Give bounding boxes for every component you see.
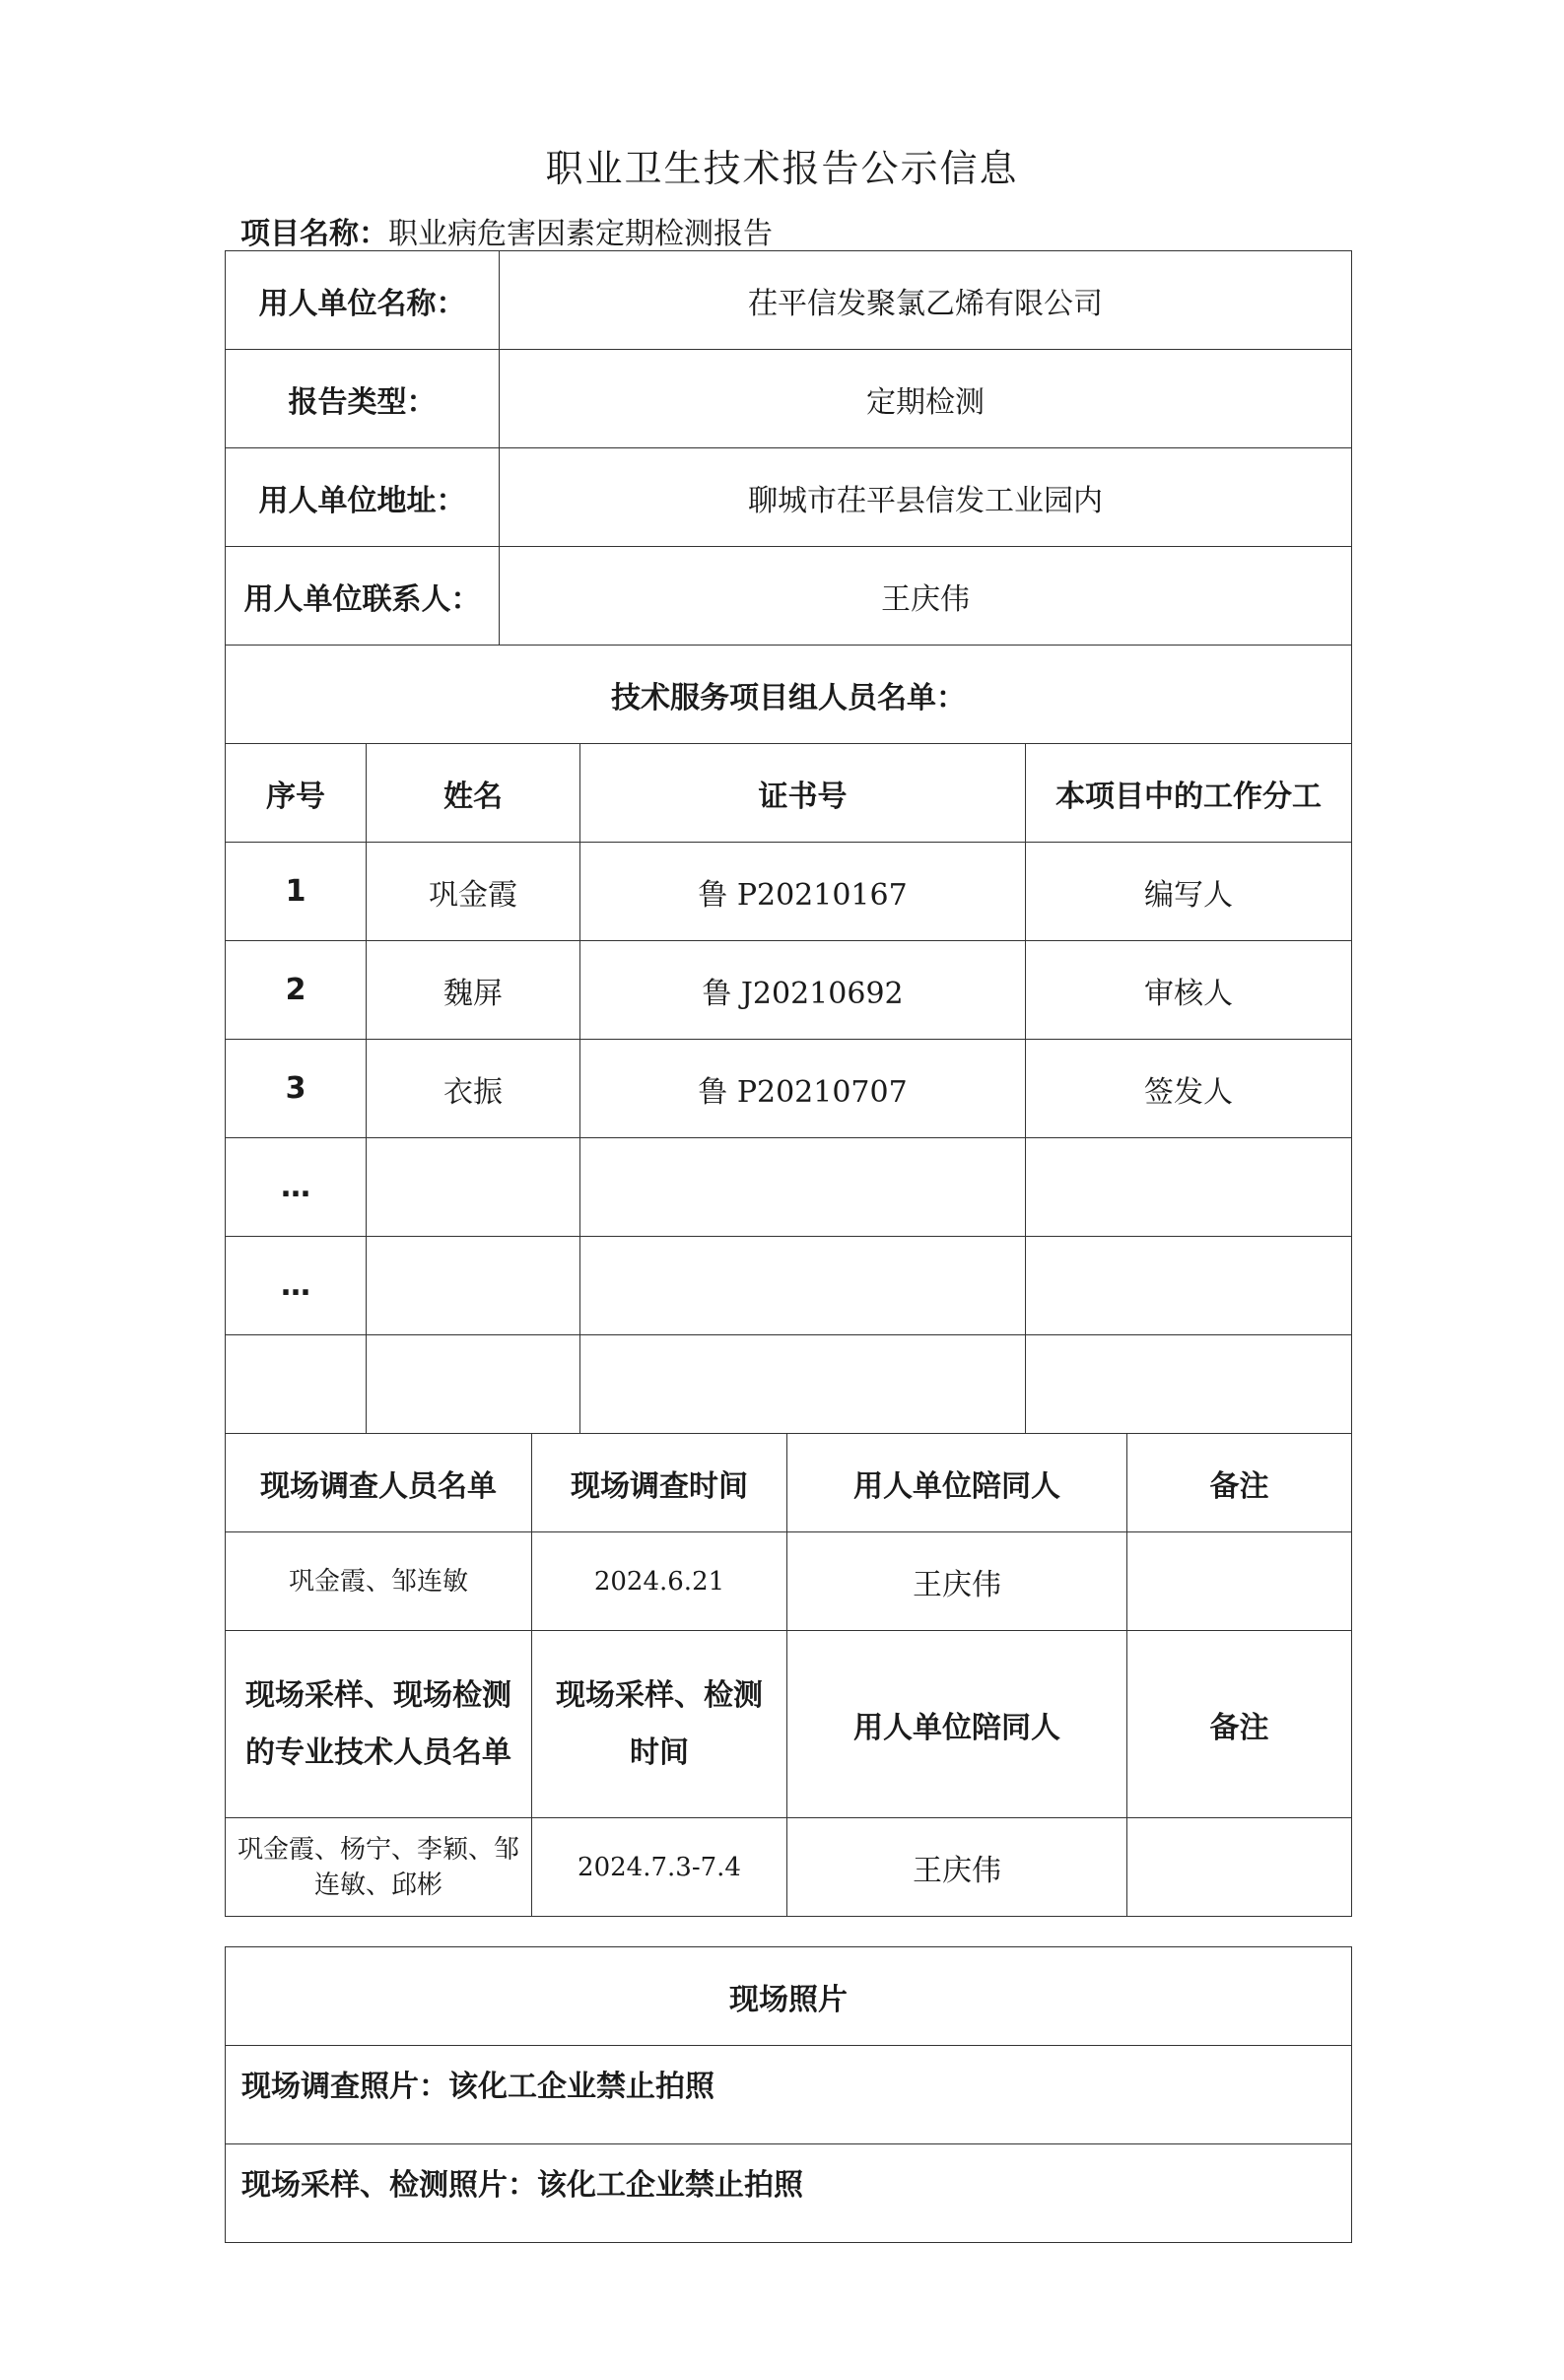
team-table: [225, 645, 1352, 1434]
sampling-photos-label: 现场采样、检测照片：: [241, 2168, 537, 2203]
sampling-remark-header: 备注: [1127, 1631, 1352, 1818]
header-index: 序号: [226, 744, 367, 843]
photos-heading: 现场照片: [226, 1947, 1352, 2046]
row-cert: 鲁 P20210707: [580, 1040, 1026, 1138]
project-name-line: [240, 209, 773, 252]
sampling-photos-row: [226, 2144, 1352, 2243]
sampling-time-header: 现场采样、检测时间: [532, 1631, 787, 1818]
row-role: 审核人: [1026, 941, 1352, 1040]
survey-row: [226, 1532, 1352, 1631]
project-name-label: 项目名称：: [240, 217, 388, 251]
row-name: 魏屏: [367, 941, 580, 1040]
sampling-remark: [1127, 1818, 1352, 1917]
survey-photos-label: 现场调查照片：: [241, 2070, 448, 2104]
row-role: [1026, 1335, 1352, 1434]
row-cert: [580, 1335, 1026, 1434]
info-row-address: [226, 448, 1352, 547]
report-type-value: 定期检测: [500, 350, 1352, 448]
header-role: 本项目中的工作分工: [1026, 744, 1352, 843]
row-role: [1026, 1138, 1352, 1237]
table-row: [226, 1138, 1352, 1237]
sampling-staff-header: 现场采样、现场检测的专业技术人员名单: [226, 1631, 532, 1818]
table-row: [226, 1335, 1352, 1434]
sampling-photos-value: 该化工企业禁止拍照: [537, 2168, 803, 2203]
sampling-row: [226, 1818, 1352, 1917]
team-heading: 技术服务项目组人员名单：: [226, 646, 1352, 744]
survey-time-header: 现场调查时间: [532, 1434, 787, 1532]
team-header-row: [226, 744, 1352, 843]
page-title: 职业卫生技术报告公示信息: [545, 147, 1019, 190]
unit-address-value: 聊城市茌平县信发工业园内: [500, 448, 1352, 547]
unit-address-label: 用人单位地址：: [226, 448, 500, 547]
header-cert: 证书号: [580, 744, 1026, 843]
photos-table: [225, 1946, 1352, 2243]
survey-remark-header: 备注: [1127, 1434, 1352, 1532]
info-row-unit: [226, 251, 1352, 350]
sampling-escort-header: 用人单位陪同人: [787, 1631, 1127, 1818]
survey-photos-value: 该化工企业禁止拍照: [448, 2070, 714, 2104]
sampling-staff: 巩金霞、杨宁、李颖、邹连敏、邱彬: [226, 1818, 532, 1917]
row-index: …: [226, 1237, 367, 1335]
report-type-label: 报告类型：: [226, 350, 500, 448]
sampling-photos-cell: [226, 2144, 1352, 2243]
row-role: [1026, 1237, 1352, 1335]
header-name: 姓名: [367, 744, 580, 843]
row-role: 签发人: [1026, 1040, 1352, 1138]
row-name: [367, 1138, 580, 1237]
info-row-contact: [226, 547, 1352, 646]
table-row: [226, 843, 1352, 941]
row-name: [367, 1237, 580, 1335]
survey-escort-header: 用人单位陪同人: [787, 1434, 1127, 1532]
row-name: 巩金霞: [367, 843, 580, 941]
row-index: 2: [226, 941, 367, 1040]
table-row: [226, 1237, 1352, 1335]
unit-contact-label: 用人单位联系人：: [226, 547, 500, 646]
sampling-time: 2024.7.3-7.4: [532, 1818, 787, 1917]
row-cert: [580, 1138, 1026, 1237]
survey-table: [225, 1433, 1352, 1917]
survey-header-row: [226, 1434, 1352, 1532]
sampling-header-row: [226, 1631, 1352, 1818]
row-index: 1: [226, 843, 367, 941]
survey-remark: [1127, 1532, 1352, 1631]
table-row: [226, 941, 1352, 1040]
survey-time: 2024.6.21: [532, 1532, 787, 1631]
survey-staff-header: 现场调查人员名单: [226, 1434, 532, 1532]
survey-photos-cell: [226, 2046, 1352, 2144]
row-role: 编写人: [1026, 843, 1352, 941]
info-table: [225, 250, 1352, 646]
unit-contact-value: 王庆伟: [500, 547, 1352, 646]
row-index: [226, 1335, 367, 1434]
row-name: [367, 1335, 580, 1434]
row-cert: 鲁 P20210167: [580, 843, 1026, 941]
info-row-type: [226, 350, 1352, 448]
row-name: 衣振: [367, 1040, 580, 1138]
unit-name-label: 用人单位名称：: [226, 251, 500, 350]
row-index: 3: [226, 1040, 367, 1138]
table-row: [226, 1040, 1352, 1138]
survey-escort: 王庆伟: [787, 1532, 1127, 1631]
survey-photos-row: [226, 2046, 1352, 2144]
sampling-escort: 王庆伟: [787, 1818, 1127, 1917]
project-name-value: 职业病危害因素定期检测报告: [388, 217, 773, 251]
row-cert: 鲁 J20210692: [580, 941, 1026, 1040]
unit-name-value: 茌平信发聚氯乙烯有限公司: [500, 251, 1352, 350]
row-index: …: [226, 1138, 367, 1237]
survey-staff: 巩金霞、邹连敏: [226, 1532, 532, 1631]
row-cert: [580, 1237, 1026, 1335]
